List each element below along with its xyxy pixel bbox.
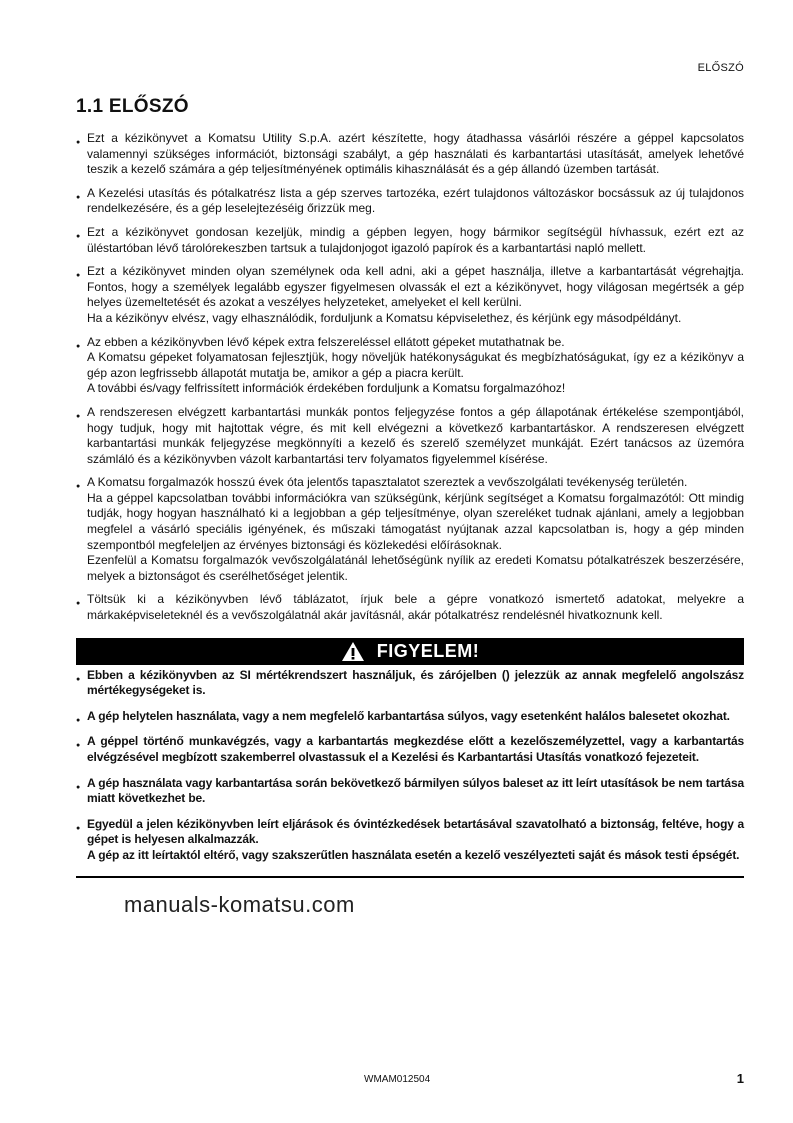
list-item-body	[87, 335, 744, 397]
list-item	[76, 709, 744, 725]
list-item-body	[87, 131, 744, 178]
list-item	[76, 668, 744, 699]
list-item-body	[87, 264, 744, 326]
page-title: 1.1 ELŐSZÓ	[76, 96, 189, 117]
bullet-icon: ●	[76, 742, 81, 750]
paragraph: A Komatsu forgalmazók hosszú évek óta jelentős tapasztalatot szereztek a vevőszolgálati tevékenység területén.	[87, 475, 688, 490]
paragraph: Ha a géppel kapcsolatban további információkra van szükségünk, kérjünk segítséget a Komatsu forgalmazótól: Ott mindig tudják, hogy hogyan használható ki a legjobban a gép teljesítménye, olyan szereléket tudnak ajánlani, amely a legjobban megfelel a vásárló speciális igényének, és műszaki támogatást nyújtanak azzal kapcsolatban is, hogy a gép minden szempontból megfeleljen az érvényes biztonsági és közlekedési előírásoknak.	[87, 490, 744, 552]
list-item-body	[87, 475, 744, 584]
paragraph: A géppel történő munkavégzés, vagy a karbantartás megkezdése előtt a kezelőszemélyzettel, vagy a karbantartás elvégzésével megbízott szakemberrel olvastassuk el a Kezelési és Karbantartási Utasítás vonatkozó fejezeteit.	[87, 734, 744, 764]
bullet-icon: ●	[76, 272, 81, 280]
list-item	[76, 131, 744, 178]
list-item-body	[87, 405, 744, 467]
list-item-body	[87, 186, 744, 217]
list-item-body	[87, 709, 744, 725]
list-item	[76, 264, 744, 326]
paragraph: A Komatsu gépeket folyamatosan fejlesztjük, hogy növeljük hatékonyságukat és megbízhatóságukat, így ez a kézikönyv a gép azon legfrissebb állapotát mutatja be, amikor a gép a piacra került.	[87, 350, 744, 380]
list-item-body	[87, 817, 744, 864]
paragraph: A gép helytelen használata, vagy a nem megfelelő karbantartása súlyos, vagy esetenként halálos balesetet okozhat.	[87, 708, 730, 723]
paragraph: Egyedül a jelen kézikönyvben leírt eljárások és óvintézkedések betartásával szavatolható a biztonság, feltéve, hogy a gépet is helyesen alkalmazzák.	[87, 816, 744, 847]
paragraph: Ezt a kézikönyvet a Komatsu Utility S.p.A. azért készítette, hogy átadhassa vásárlói részére a géppel kapcsolatos valamennyi szükséges információt, biztonsági szabályt, a gép használati és karbantartási utasítását, amelyek lehetővé teszik a kezelő számára a gép teljesítményének optimális kihasználását és a gép állandó üzemben tartását.	[87, 131, 744, 177]
bullet-icon: ●	[76, 483, 81, 491]
document-code: WMAM012504	[364, 1074, 431, 1085]
foreword-list	[76, 131, 744, 632]
list-item	[76, 186, 744, 217]
list-item-body	[87, 668, 744, 699]
list-item	[76, 405, 744, 467]
paragraph: A gép az itt leírtaktól eltérő, vagy szakszerűtlen használata esetén a kezelő veszélyezteti saját és mások testi épségét.	[87, 847, 740, 862]
list-item-body	[87, 592, 744, 623]
list-item	[76, 225, 744, 256]
running-header: ELŐSZÓ	[697, 62, 744, 74]
warning-title: FIGYELEM!	[376, 640, 480, 661]
list-item	[76, 475, 744, 584]
list-item	[76, 335, 744, 397]
list-item	[76, 734, 744, 765]
watermark: manuals-komatsu.com	[124, 891, 355, 917]
paragraph: Ebben a kézikönyvben az SI mértékrendszert használjuk, és zárójelben () jelezzük az annak megfelelő angolszász mértékegységeket is.	[87, 667, 744, 698]
bullet-icon: ●	[76, 675, 81, 683]
list-item-body	[87, 225, 744, 256]
list-item	[76, 776, 744, 807]
bullet-icon: ●	[76, 600, 81, 608]
paragraph: Ezenfelül a Komatsu forgalmazók vevőszolgálatánál lehetőségünk nyílik az eredeti Komatsu pótalkatrészek beszerzésére, melyek a biztonságot és cserélhetőséget jelentik.	[87, 553, 744, 583]
paragraph: A további és/vagy felfrissített információk érdekében forduljunk a Komatsu forgalmazóhoz!	[87, 381, 566, 396]
bullet-icon: ●	[76, 412, 81, 420]
paragraph: Ezt a kézikönyvet gondosan kezeljük, mindig a gépben legyen, hogy bármikor segítségül hívhassuk, ezért ezt az üléstartóban lévő tárolórekeszben tartsuk a tulajdonjogot igazoló papírok és a karbantartási napló mellett.	[87, 224, 744, 255]
paragraph: A rendszeresen elvégzett karbantartási munkák pontos feljegyzése fontos a gép állapotának értékelése szempontjából, hogy tudjuk, hogy mit hajtottak végre, és mit kell elvégezni a következő karbantartáskor. A rendszeresen elvégzett karbantartási munkák feljegyzése megkönnyíti a kezelő és szerelő személyzet munkáját. Ezért tanácsos az üzemóra számláló és a kézikönyvben vázolt karbantartási terv folyamatos figyelemmel kísérése.	[87, 404, 744, 466]
paragraph: Ezt a kézikönyvet minden olyan személynek oda kell adni, aki a gépet használja, illetve a karbantartását végrehajtja. Fontos, hogy a személyek legalább egyszer figyelmesen olvassák el ezt a kézikönyvet, hogy világosan megértsék a gép helyes üzemeltetését és azokat a veszélyes helyzeteket, amelyeket el kell kerülni.	[87, 264, 744, 310]
section-divider	[76, 876, 744, 878]
bullet-icon: ●	[76, 139, 81, 146]
bullet-icon: ●	[76, 193, 81, 201]
paragraph: Az ebben a kézikönyvben lévő képek extra felszereléssel ellátott gépeket mutathatnak be.	[87, 334, 565, 349]
list-item-body	[87, 776, 744, 807]
bullet-icon: ●	[76, 783, 81, 791]
page-footer	[76, 1071, 744, 1089]
paragraph: A gép használata vagy karbantartása során bekövetkező bármilyen súlyos baleset az itt leírt utasítások be nem tartása miatt következhet be.	[87, 775, 744, 806]
warning-list	[76, 668, 744, 874]
paragraph: A Kezelési utasítás és pótalkatrész lista a gép szerves tartozéka, ezért tulajdonos változáskor bocsássuk az új tulajdonos rendelkezésére, és a gép leselejtezéséig őrizzük meg.	[87, 185, 744, 216]
paragraph: Töltsük ki a kézikönyvben lévő táblázatot, írjuk bele a gépre vonatkozó ismertető adatokat, melyekre a márkaképviseleteknél és a vevőszolgálatnál akár javításnál, akár pótalkatrész rendelésnél hivatkoznunk kell.	[87, 592, 744, 623]
list-item-body	[87, 734, 744, 765]
bullet-icon: ●	[76, 232, 81, 240]
list-item	[76, 592, 744, 623]
bullet-icon: ●	[76, 342, 81, 350]
bullet-icon: ●	[76, 824, 81, 832]
paragraph: Ha a kézikönyv elvész, vagy elhasználódik, forduljunk a Komatsu képviselethez, és kérjünk egy másodpéldányt.	[87, 310, 682, 325]
page-number: 1	[736, 1071, 744, 1086]
bullet-icon: ●	[76, 716, 81, 724]
list-item	[76, 817, 744, 864]
warning-triangle-icon	[341, 641, 365, 662]
warning-banner	[76, 638, 744, 665]
